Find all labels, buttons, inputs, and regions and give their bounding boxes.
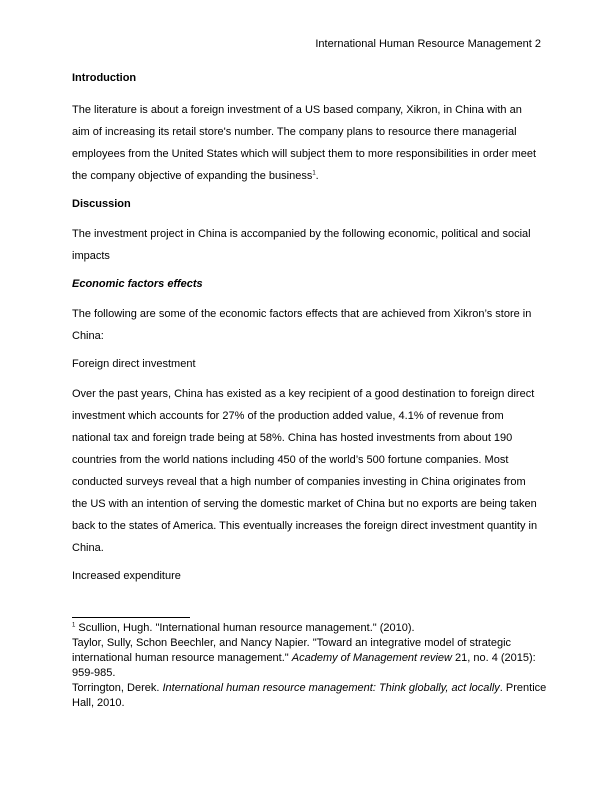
economic-factors-heading: Economic factors effects	[72, 278, 203, 290]
footnote-ref-1[interactable]: 1	[312, 170, 316, 177]
footnote-1-text: Scullion, Hugh. "International human resource management." (2010).	[75, 622, 415, 634]
footnote-1-mark: 1	[72, 622, 76, 629]
reference-taylor	[72, 636, 547, 681]
introduction-paragraph	[72, 99, 542, 187]
running-head: International Human Resource Management 2	[315, 38, 541, 50]
increased-expenditure-subheading: Increased expenditure	[72, 570, 181, 582]
reference-torrington	[72, 681, 547, 711]
fdi-subheading: Foreign direct investment	[72, 358, 196, 370]
reference-torrington-title: International human resource management: Think globally, act locally	[162, 682, 500, 694]
footnote-separator	[72, 617, 190, 618]
reference-taylor-journal: Academy of Management review	[291, 652, 452, 664]
discussion-paragraph: The investment project in China is accompanied by the following economic, political and social impacts	[72, 228, 531, 262]
introduction-text: The literature is about a foreign investment of a US based company, Xikron, in China with an aim of increasing its retail store's number. The company plans to resource there managerial employees from the United States which will subject them to more responsibilities in order meet the company objective of expanding the business	[72, 104, 537, 182]
footnotes	[72, 621, 547, 711]
discussion-heading: Discussion	[72, 198, 131, 210]
reference-taylor-volume: 21, no. 4 (2015): 959-985.	[72, 652, 536, 679]
economic-factors-paragraph: The following are some of the economic factors effects that are achieved from Xikron’s store in China:	[72, 308, 532, 342]
introduction-end: .	[315, 170, 319, 182]
body-content	[72, 71, 542, 583]
fdi-paragraph: Over the past years, China has existed as a key recipient of a good destination to foreign direct investment which accounts for 27% of the production added value, 4.1% of revenue from national tax and foreign trade being at 58%. China has hosted investments from about 190 countries from the world nations including 450 of the world’s 500 fortune companies. Most conducted surveys reveal that a high number of companies investing in China originates from the US with an intention of serving the domestic market of China but no exports are being taken back to the states of America. This eventually increases the foreign direct investment quantity in China.	[72, 388, 538, 554]
reference-torrington-author: Torrington, Derek.	[72, 682, 163, 694]
introduction-heading: Introduction	[72, 72, 137, 84]
reference-taylor-authors: Taylor, Sully, Schon Beechler, and Nancy Napier. "Toward an integrative model of strategic international human resource management."	[72, 637, 512, 664]
reference-torrington-publisher: . Prentice Hall, 2010.	[72, 682, 547, 709]
footnote-1	[72, 621, 547, 636]
